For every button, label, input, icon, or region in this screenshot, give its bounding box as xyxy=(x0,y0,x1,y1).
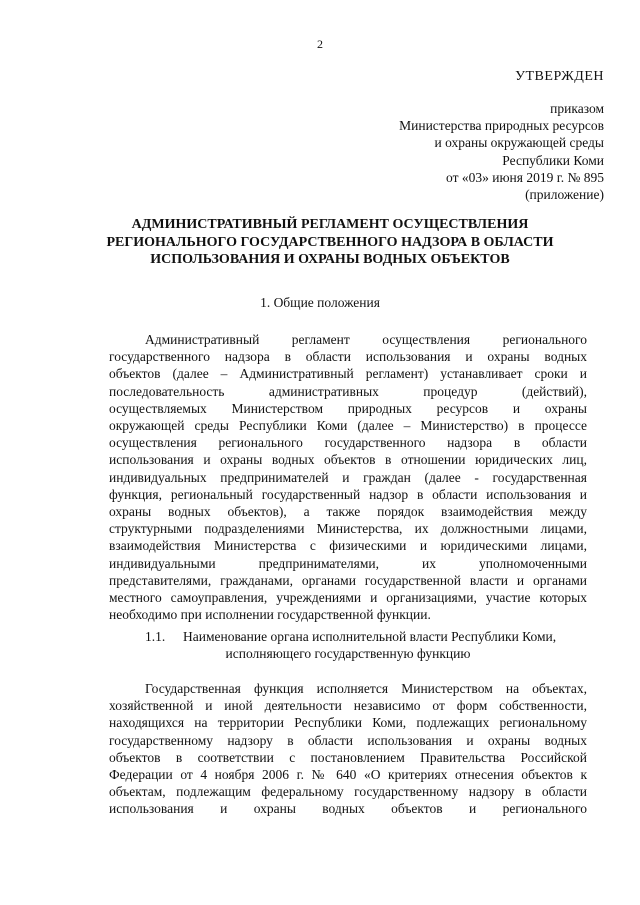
paragraph-line: находящихся на территории Республики Коми, подлежащих региональному xyxy=(109,715,587,731)
paragraph-line: осуществления регионального государственного надзора в области xyxy=(109,435,587,451)
document-title xyxy=(60,216,600,269)
approval-line: от «03» июня 2019 г. № 895 xyxy=(446,169,604,185)
paragraph-line: использования и охраны водных объектов и регионального xyxy=(109,801,587,817)
paragraph-line: взаимодействия Министерства с физическими и юридическими лицами, xyxy=(109,538,587,554)
paragraph-line: представителями, гражданами, органами государственной власти и органами xyxy=(109,572,587,588)
title-line: РЕГИОНАЛЬНОГО ГОСУДАРСТВЕННОГО НАДЗОРА В ОБЛАСТИ xyxy=(106,234,554,250)
title-line: ИСПОЛЬЗОВАНИЯ И ОХРАНЫ ВОДНЫХ ОБЪЕКТОВ xyxy=(150,252,510,267)
paragraph-line: окружающей среды Республики Коми (далее – Министерство) в процессе xyxy=(109,418,587,434)
paragraph-line: объектам, подлежащим федеральному государственному надзору в области xyxy=(109,784,587,800)
approval-line: приказом xyxy=(550,101,604,116)
approval-order-block xyxy=(399,100,604,203)
paragraph-line: индивидуальных предпринимателей и граждан (далее - государственная xyxy=(109,469,587,485)
paragraph-line: функция, региональный государственный надзор в области использования и xyxy=(109,486,587,502)
paragraph-line: государственного надзора в области использования и охраны водных xyxy=(109,349,587,365)
approval-line: и охраны окружающей среды xyxy=(434,135,604,151)
paragraph-general-provisions xyxy=(109,331,587,623)
subsection-number: 1.1. xyxy=(145,629,166,644)
page-number: 2 xyxy=(317,37,323,51)
subsection-title-line: исполняющего государственную функцию xyxy=(225,646,471,661)
approval-line: (приложение) xyxy=(525,187,604,203)
paragraph-line: индивидуальными предпринимателями, их уполномоченными xyxy=(109,555,587,571)
paragraph-executing-body xyxy=(109,680,587,818)
paragraph-line: объектов (далее – Административный регламент) устанавливает сроки и xyxy=(109,366,587,382)
paragraph-line: использования и охраны водных объектов в отношении юридических лиц, xyxy=(109,452,587,468)
title-line: АДМИНИСТРАТИВНЫЙ РЕГЛАМЕНТ ОСУЩЕСТВЛЕНИЯ xyxy=(131,217,529,232)
paragraph-line: хозяйственной и иной деятельности независимо от форм собственности, xyxy=(109,698,587,714)
approval-line: Республики Коми xyxy=(502,152,604,168)
section-heading: 1. Общие положения xyxy=(260,295,380,310)
approval-line: Министерства природных ресурсов xyxy=(399,118,604,134)
paragraph-line: осуществляемых Министерством природных ресурсов и охраны xyxy=(109,400,587,416)
subsection-title-line: Наименование органа исполнительной власти Республики Коми, xyxy=(183,629,557,644)
paragraph-line: структурными подразделениями Министерства, их должностными лицами, xyxy=(109,521,587,537)
paragraph-line: необходимо при исполнении государственной функции. xyxy=(109,607,431,623)
paragraph-line: государственному надзору в области использования и охраны водных xyxy=(109,732,587,748)
approval-label: УТВЕРЖДЕН xyxy=(515,69,604,84)
paragraph-line: Административный регламент осуществления регионального xyxy=(145,332,587,347)
paragraph-line: местного самоуправления, учреждениями и организациями, участие которых xyxy=(109,590,587,606)
paragraph-line: последовательность административных процедур (действий), xyxy=(109,383,587,399)
paragraph-line: Государственная функция исполняется Министерством на объектах, xyxy=(145,681,587,696)
paragraph-line: объектов в соответствии с постановлением Правительства Российской xyxy=(109,749,587,765)
paragraph-line: Федерации от 4 ноября 2006 г. № 640 «О критериях отнесения объектов к xyxy=(109,767,587,783)
paragraph-line: охраны водных объектов), а также порядок взаимодействия между xyxy=(109,504,587,520)
